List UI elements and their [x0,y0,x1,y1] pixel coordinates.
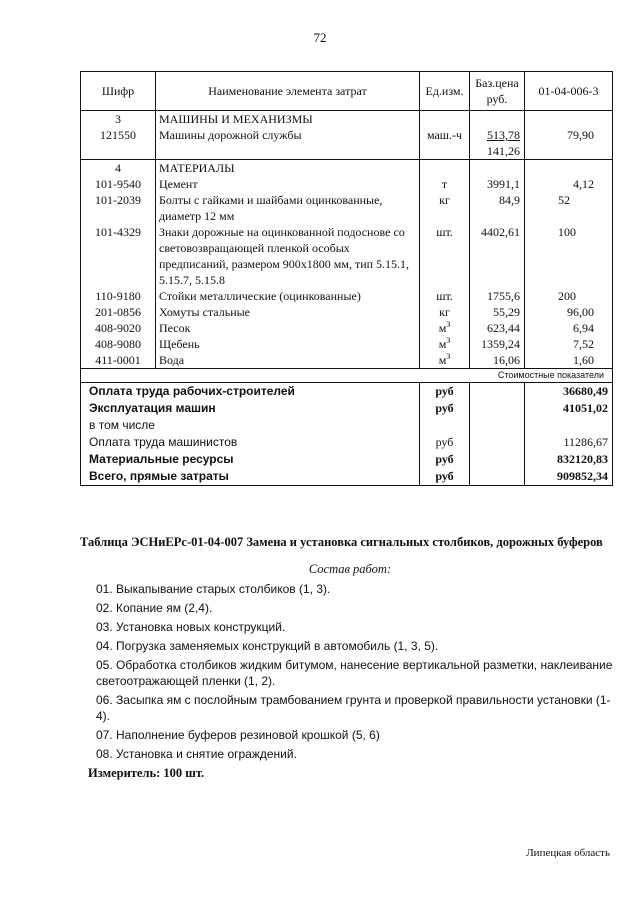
row-value: 6,94 [525,320,613,336]
works-caption: Состав работ: [308,562,392,576]
total-label: Материальные ресурсы [81,451,420,468]
header-base-price [470,72,525,111]
table-title: Таблица ЭСНиЕРс-01-04-007 Замена и установка сигнальных столбиков, дорожных буферов [80,535,603,549]
total-unit: руб [420,451,470,468]
row-unit: маш.-ч [420,127,470,160]
row-name: Вода [156,352,420,369]
works-list [80,581,620,762]
page-number: 72 [313,30,327,45]
list-item: 01. Выкапывание старых столбиков (1, 3). [96,582,331,596]
total-value: 41051,02 [525,400,613,417]
row-value: 79,90 [525,127,613,160]
total-unit: руб [420,434,470,451]
row-code: 408-9020 [81,320,156,336]
list-item: 03. Установка новых конструкций. [96,620,286,634]
header-base-price-line2: руб. [486,92,508,106]
row-name: Знаки дорожные на оцинкованной подосновe со световозвращающей пленкой особых предписаний, размером 900х1800 мм, тип 5.15.1, 5.15.7, 5.15.8 [156,224,420,288]
row-name: Цемент [156,176,420,192]
row-name: Машины дорожной службы [156,127,420,160]
footer-region: Липецкая область [526,847,610,859]
row-code: 201-0856 [81,304,156,320]
row-base-price-main: 513,78 [487,128,520,142]
header-unit: Ед.изм. [420,72,470,111]
row-base-price: 55,29 [470,304,525,320]
total-row [81,434,613,451]
row-unit-base: м [438,337,447,351]
total-unit: руб [420,468,470,486]
total-row [81,451,613,468]
row-base-price: 1755,6 [470,288,525,304]
next-table-section [80,534,620,781]
list-item: 07. Наполнение буферов резиновой крошкой (5, 6) [96,728,380,742]
row-unit [420,352,470,369]
list-item: 08. Установка и снятие ограждений. [96,747,297,761]
table-row [81,352,613,369]
row-code: 101-2039 [81,192,156,224]
total-label: Эксплуатация машин [81,400,420,417]
row-name: Хомуты стальные [156,304,420,320]
table-row [81,192,613,224]
row-unit [420,320,470,336]
row-name: Песок [156,320,420,336]
header-base-price-line1: Баз.цена [475,76,519,90]
table-row [81,127,613,160]
section-number: 4 [81,160,156,177]
section-title: МАТЕРИАЛЫ [156,160,420,177]
row-code: 101-9540 [81,176,156,192]
row-unit: кг [420,304,470,320]
total-label: Всего, прямые затраты [81,468,420,486]
row-value: 100 [525,224,613,288]
total-value: 11286,67 [525,434,613,451]
row-unit: кг [420,192,470,224]
row-name: Щебень [156,336,420,352]
row-base-price-wages: 141,26 [487,144,520,158]
section-number: 3 [81,111,156,128]
total-label: Оплата труда рабочих-строителей [81,383,420,401]
row-code: 121550 [81,127,156,160]
row-base-price: 1359,24 [470,336,525,352]
measure-unit: Измеритель: 100 шт. [88,766,205,780]
row-unit [420,336,470,352]
total-value: 36680,49 [525,383,613,401]
row-unit: шт. [420,288,470,304]
total-row [81,468,613,486]
row-unit-power: 3 [446,352,451,361]
list-item: 02. Копание ям (2,4). [96,601,213,615]
row-code: 110-9180 [81,288,156,304]
section-row [81,160,613,177]
row-code: 411-0001 [81,352,156,369]
row-base-price: 623,44 [470,320,525,336]
total-value: 832120,83 [525,451,613,468]
table-row [81,176,613,192]
total-unit: руб [420,400,470,417]
cost-indicators-row [81,369,613,383]
row-code: 101-4329 [81,224,156,288]
total-label: Оплата труда машинистов [81,434,420,451]
section-title: МАШИНЫ И МЕХАНИЗМЫ [156,111,420,128]
row-name: Болты с гайками и шайбами оцинкованные, диаметр 12 мм [156,192,420,224]
row-base-price [470,127,525,160]
row-value: 1,60 [525,352,613,369]
total-unit: руб [420,383,470,401]
row-unit-power: 3 [446,336,451,345]
table-row [81,224,613,288]
row-base-price: 4402,61 [470,224,525,288]
row-value: 200 [525,288,613,304]
row-unit: шт. [420,224,470,288]
table-row [81,336,613,352]
resource-table [80,71,613,486]
header-code: Шифр [81,72,156,111]
total-row [81,417,613,434]
row-unit-power: 3 [446,320,451,329]
row-value: 7,52 [525,336,613,352]
section-row [81,111,613,128]
row-base-price: 16,06 [470,352,525,369]
row-value: 4,12 [525,176,613,192]
row-base-price: 3991,1 [470,176,525,192]
row-code: 408-9080 [81,336,156,352]
header-norm-code: 01-04-006-3 [525,72,613,111]
row-base-price: 84,9 [470,192,525,224]
list-item: 04. Погрузка заменяемых конструкций в автомобиль (1, 3, 5). [96,639,439,653]
total-row [81,383,613,401]
header-name: Наименование элемента затрат [156,72,420,111]
row-name: Стойки металлические (оцинкованные) [156,288,420,304]
total-value: 909852,34 [525,468,613,486]
table-row [81,304,613,320]
table-row [81,320,613,336]
row-unit-base: м [438,321,447,335]
row-value: 96,00 [525,304,613,320]
total-label: в том числе [81,417,420,434]
total-row [81,400,613,417]
row-unit-base: м [438,353,447,367]
table-row [81,288,613,304]
row-unit: т [420,176,470,192]
list-item: 05. Обработка столбиков жидким битумом, нанесение вертикальной разметки, наклеивание светоотражающей пленки (1, 2). [96,658,613,688]
row-value: 52 [525,192,613,224]
table-header-row [81,72,613,111]
cost-indicators-label: Стоимостные показатели [81,369,613,383]
list-item: 06. Засыпка ям с послойным трамбованием грунта и проверкой правильности установки (1-4). [96,693,611,723]
